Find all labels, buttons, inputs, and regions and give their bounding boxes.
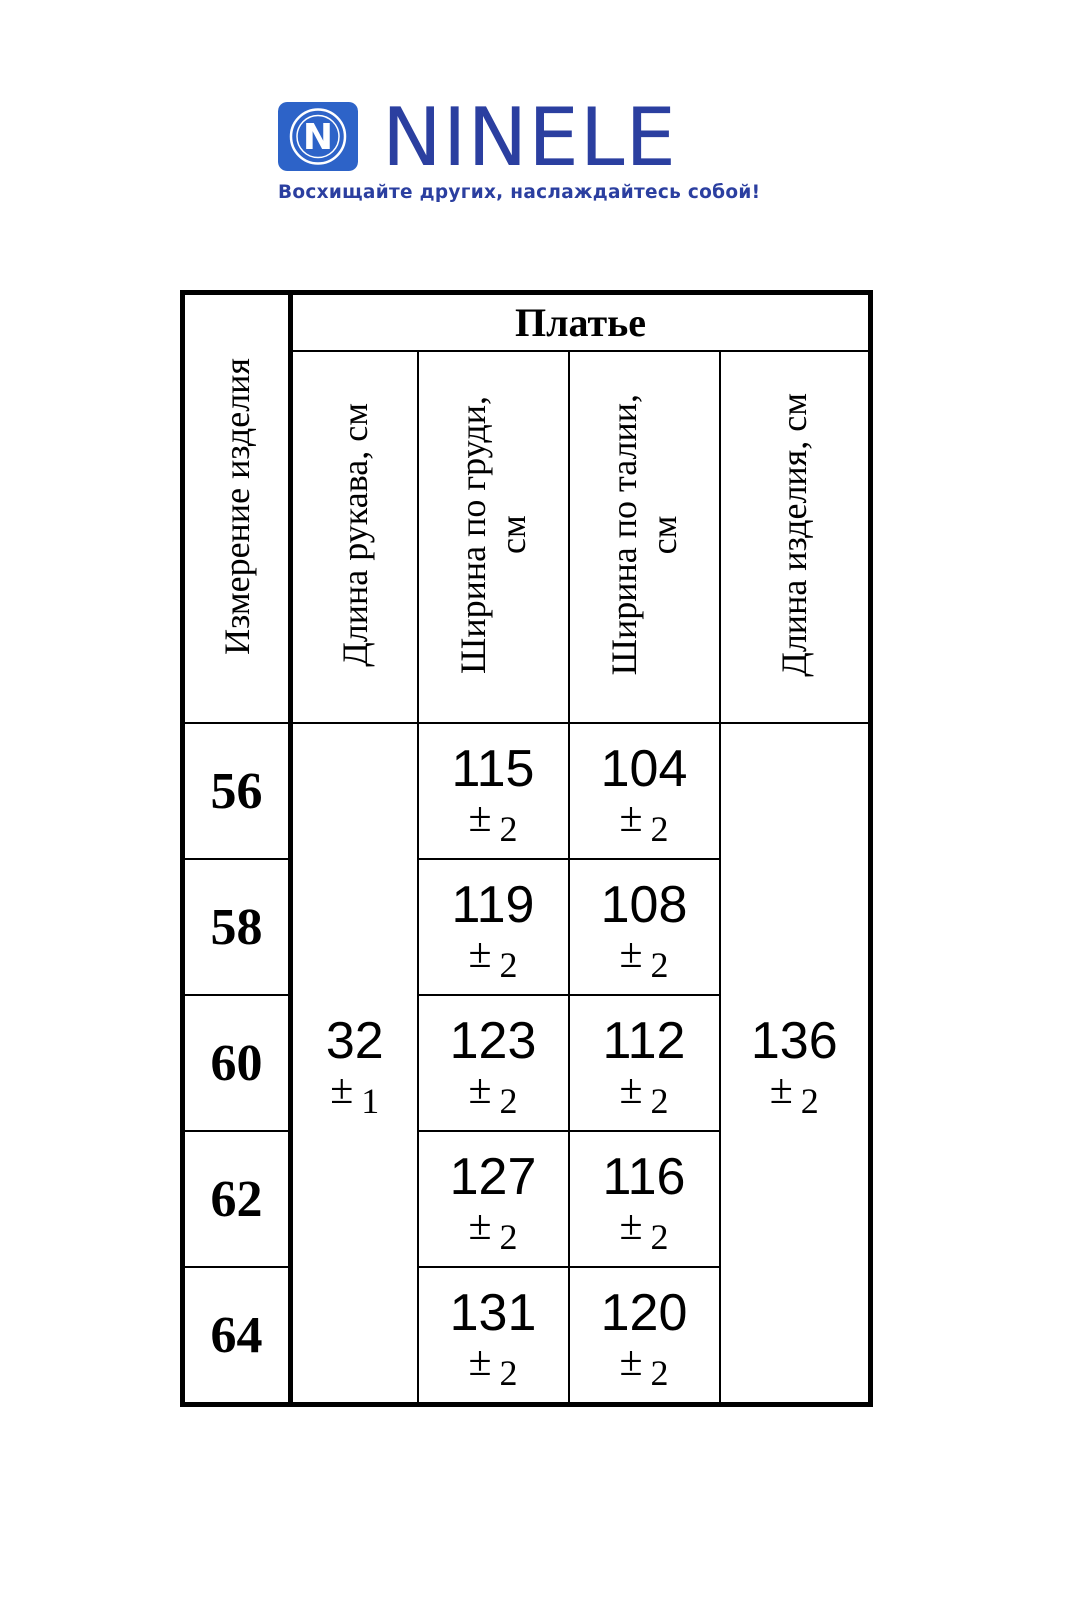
tolerance-value: 2 [650,808,669,849]
measure-tolerance [570,1338,719,1393]
column-header-3 [569,351,720,723]
group-header: Платье [291,293,871,352]
plus-minus-sign: ± [468,1338,492,1385]
measure-value: 112 [602,1011,686,1070]
waist-width-cell [569,1267,720,1405]
column-header-4 [720,351,871,723]
measure-value: 120 [600,1283,688,1342]
column-header-1 [291,351,418,723]
tolerance-value: 2 [499,1216,518,1257]
plus-minus-sign: ± [468,1066,492,1113]
row-header-label: Измерение изделия [216,357,257,655]
tolerance-value: 2 [499,1080,518,1121]
sleeve-length-cell [291,723,418,1405]
plus-minus-sign: ± [619,1066,643,1113]
column-header-label: Ширина по груди, см [453,395,533,674]
chest-width-cell [418,859,569,995]
chest-width-cell [418,1267,569,1405]
chest-width-cell [418,995,569,1131]
size-chart-table [180,290,873,1407]
size-cell: 58 [183,859,291,995]
chest-width-cell [418,723,569,859]
tolerance-value: 2 [800,1080,819,1121]
tolerance-value: 1 [361,1080,380,1121]
measure-value: 136 [750,1011,838,1070]
table-row [183,723,871,859]
measure-value: 127 [449,1147,537,1206]
measure-tolerance [570,930,719,985]
measure-value: 116 [602,1147,686,1206]
measure-tolerance [419,930,568,985]
brand-tagline: Восхищайте других, наслаждайтесь собой! [278,182,761,203]
size-cell: 64 [183,1267,291,1405]
measure-value: 32 [325,1011,384,1070]
measure-tolerance [721,1066,869,1121]
measure-tolerance [570,1066,719,1121]
measure-tolerance [419,1066,568,1121]
plus-minus-sign: ± [468,1202,492,1249]
plus-minus-sign: ± [468,930,492,977]
measure-value: 123 [449,1011,537,1070]
measure-tolerance [570,1202,719,1257]
plus-minus-sign: ± [619,930,643,977]
plus-minus-sign: ± [330,1066,354,1113]
plus-minus-sign: ± [769,1066,793,1113]
size-cell: 56 [183,723,291,859]
plus-minus-sign: ± [619,794,643,841]
measure-value: 131 [449,1283,537,1342]
column-header-label: Длина рукава, см [334,402,375,667]
plus-minus-sign: ± [468,794,492,841]
waist-width-cell [569,859,720,995]
tolerance-value: 2 [650,1080,669,1121]
column-header-2 [418,351,569,723]
product-length-cell [720,723,871,1405]
tolerance-value: 2 [499,1352,518,1393]
tolerance-value: 2 [650,944,669,985]
measure-value: 108 [600,875,688,934]
svg-text:N: N [302,117,334,158]
measure-value: 119 [451,875,535,934]
ninele-logo-icon [278,102,358,171]
tolerance-value: 2 [650,1216,669,1257]
size-cell: 60 [183,995,291,1131]
brand-name: NINELE [382,91,677,184]
brand-logo [278,91,798,212]
tolerance-value: 2 [499,944,518,985]
plus-minus-sign: ± [619,1338,643,1385]
waist-width-cell [569,1131,720,1267]
waist-width-cell [569,723,720,859]
measure-value: 115 [451,739,535,798]
column-header-label: Ширина по талии, см [604,393,684,676]
plus-minus-sign: ± [619,1202,643,1249]
measure-tolerance [419,1202,568,1257]
measure-tolerance [570,794,719,849]
tolerance-value: 2 [650,1352,669,1393]
measure-tolerance [293,1066,417,1121]
measure-tolerance [419,794,568,849]
measure-tolerance [419,1338,568,1393]
tolerance-value: 2 [499,808,518,849]
measure-value: 104 [600,739,688,798]
row-header-cell [183,293,291,724]
chest-width-cell [418,1131,569,1267]
waist-width-cell [569,995,720,1131]
size-cell: 62 [183,1131,291,1267]
column-header-label: Длина изделия, см [774,392,815,677]
